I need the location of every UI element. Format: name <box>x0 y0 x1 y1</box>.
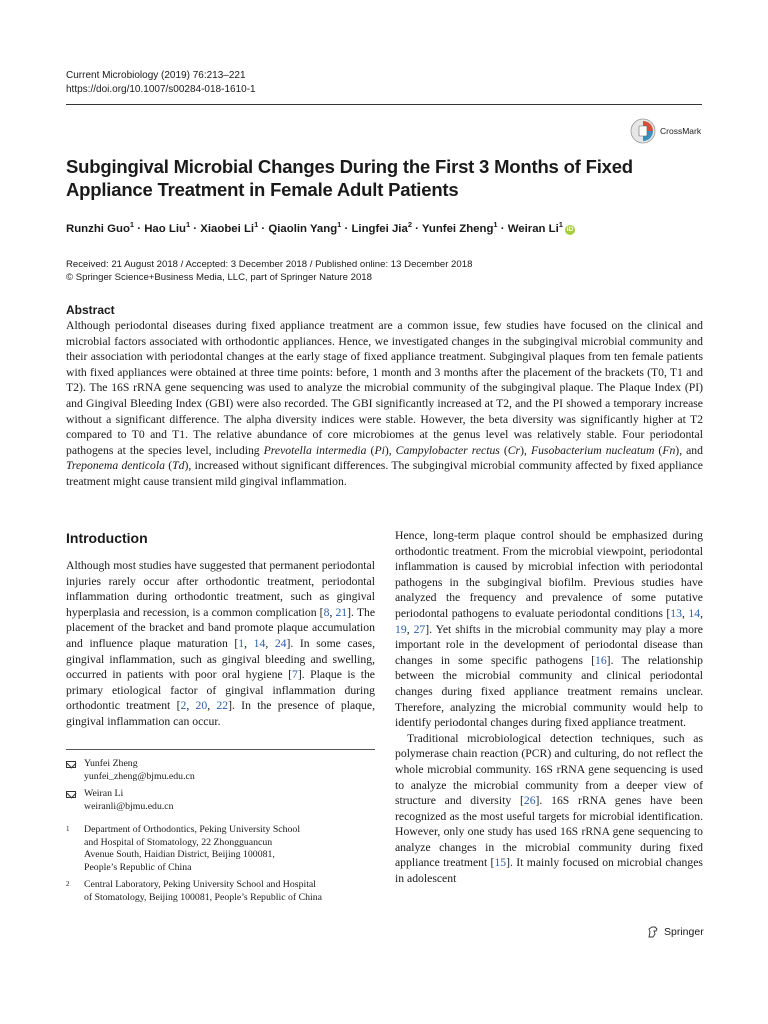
orcid-icon[interactable]: iD <box>566 225 574 233</box>
citation-link[interactable]: 1 <box>238 636 245 650</box>
author-separator: · <box>341 222 352 235</box>
title-line-2: Appliance Treatment in Female Adult Patients <box>66 179 459 200</box>
author-separator: · <box>497 222 508 235</box>
body-column-right <box>395 528 703 887</box>
author-separator: · <box>258 222 269 235</box>
affiliation-line: of Stomatology, Beijing 100081, People’s Republic of China <box>84 891 323 903</box>
citation-link[interactable]: 22 <box>216 699 229 713</box>
author-affil: 1 <box>558 220 563 229</box>
citation-link[interactable]: 27 <box>413 622 426 636</box>
citation-link[interactable]: 7 <box>291 668 298 682</box>
citation-link[interactable]: 8 <box>323 605 330 619</box>
title-line-1: Subgingival Microbial Changes During the First 3 Months of Fixed <box>66 156 633 177</box>
citation-link[interactable]: 14 <box>253 636 266 650</box>
citation-link[interactable]: 13 <box>670 606 682 620</box>
paragraph: Hence, long-term plaque control should be emphasized during orthodontic treatment. From the microbial viewpoint, periodontal inflammation is caused by microbial infection with periodontal pathogens in the subgingival biofilm. Previous studies have analyzed the frequency and prevalence of some putative periodontal pathogens to evaluate periodontal conditions [13, 14, 19, 27]. Yet shifts in the microbial community may play a more important role in the development of periodontal disease than changes in some specific pathogens [16]. The relationship between the microbial community and clinical periodontal changes during fixed appliance treatment remains unclear. Therefore, analyzing the microbial community would help to identify periodontal changes during fixed appliance treatment. <box>395 529 704 730</box>
envelope-icon <box>66 791 76 798</box>
author-list <box>66 220 575 235</box>
citation-link[interactable]: 15 <box>494 856 507 870</box>
copyright: © Springer Science+Business Media, LLC, part of Springer Nature 2018 <box>66 272 372 283</box>
journal-citation: Current Microbiology (2019) 76:213–221 <box>66 70 246 81</box>
author-affil: 1 <box>337 220 342 229</box>
author-affil: 1 <box>185 220 191 229</box>
springer-horse-icon <box>646 925 660 939</box>
citation-link[interactable]: 19 <box>395 622 407 636</box>
affiliation-2 <box>66 879 322 904</box>
author-affil: 1 <box>254 220 259 229</box>
citation-link[interactable]: 20 <box>195 699 208 713</box>
corresponding-author-2 <box>66 788 174 813</box>
citation-link[interactable]: 21 <box>335 605 348 619</box>
citation-link[interactable]: 24 <box>274 636 287 650</box>
doi-link[interactable]: https://doi.org/10.1007/s00284-018-1610-1 <box>66 84 256 95</box>
citation-link[interactable]: 26 <box>523 794 536 808</box>
contact-email[interactable]: weiranli@bjmu.edu.cn <box>84 800 174 812</box>
publisher-name: Springer <box>664 926 704 938</box>
affiliation-line: Central Laboratory, Peking University School and Hospital <box>84 879 316 890</box>
affiliation-line: Avenue South, Haidian District, Beijing 100081, <box>84 849 275 860</box>
body-column-left <box>66 558 375 730</box>
citation-link[interactable]: 14 <box>688 606 701 620</box>
envelope-icon <box>66 761 76 768</box>
author-name[interactable]: Lingfei Jia <box>351 222 408 235</box>
publisher-logo <box>646 925 704 939</box>
abstract-heading: Abstract <box>66 303 115 317</box>
affiliation-line: Department of Orthodontics, Peking University School <box>84 824 301 835</box>
affiliation-line: People’s Republic of China <box>84 861 192 873</box>
crossmark-badge[interactable] <box>630 118 701 144</box>
header-rule <box>66 104 702 105</box>
author-name[interactable]: Hao Liu <box>144 222 186 235</box>
article-title <box>66 155 666 201</box>
contact-name: Yunfei Zheng <box>84 758 138 769</box>
abstract-text: Although periodontal diseases during fixed appliance treatment are a common issue, few studies have focused on the clinical and microbial factors associated with orthodontic appliances. Hence, we investigated changes in the subgingival microbial community and their association with periodontal changes at the early stage of fixed appliance treatment. Subgingival plaques from ten female patients with fixed appliances were obtained at three time points: before, 1 month and 3 months after the placement of the brackets (T0, T1 and T2). The 16S rRNA gene sequencing was used to analyze the microbial community of the subgingival plaque. The Plaque Index (PI) and Gingival Bleeding Index (GBI) were also recorded. The GBI significantly increased at T2, and the PI showed a temporary increase without a significant difference. The alpha diversity indices were stable. However, the beta diversity was significantly higher at T2 compared to T0 and T1. The relative abundance of core microbiomes at the genus level was relatively stable. Four periodontal pathogens at the species level, including Prevotella intermedia (Pi), Campylobacter rectus (Cr), Fusobacterium nucleatum (Fn), and Treponema denticola (Td), increased without significant differences. The subgingival microbial community affected by fixed appliance treatment might cause transient mild gingival inflammation. <box>66 319 703 488</box>
received-accepted-published: Received: 21 August 2018 / Accepted: 3 December 2018 / Published online: 13 December 2018 <box>66 259 473 270</box>
affiliation-1 <box>66 824 300 874</box>
author-name[interactable]: Xiaobei Li <box>200 222 255 235</box>
corresponding-author-1 <box>66 758 195 783</box>
contact-name: Weiran Li <box>84 788 124 799</box>
affiliation-number: 1 <box>66 825 70 833</box>
author-affil: 1 <box>493 220 498 229</box>
author-affil: 2 <box>407 220 412 229</box>
author-separator: · <box>134 222 145 235</box>
crossmark-icon <box>630 118 656 144</box>
footnote-rule <box>66 749 375 750</box>
citation-link[interactable]: 16 <box>594 653 607 667</box>
author-name[interactable]: Yunfei Zheng <box>421 222 494 235</box>
citation-link[interactable]: 2 <box>180 699 187 713</box>
article-dates <box>66 258 472 284</box>
affiliation-number: 2 <box>66 880 70 888</box>
paragraph: Although most studies have suggested that permanent periodontal injuries rarely occur after orthodontic treatment, periodontal inflammation during orthodontic treatment, such as gingival hyperplasia and recession, is a common complication [8, 21]. The placement of the bracket and band promote plaque accumulation and influence plaque maturation [1, 14, 24]. In some cases, gingival inflammation, such as gingival bleeding and swelling, occurred in patients with poor oral hygiene [7]. Plaque is the primary etiological factor of gingival inflammation during orthodontic treatment [2, 20, 22]. In the presence of plaque, gingival inflammation can occur. <box>66 559 376 728</box>
author-name[interactable]: Runzhi Guo <box>66 222 130 235</box>
author-separator: · <box>190 222 201 235</box>
author-name[interactable]: Weiran Li <box>507 222 559 235</box>
affiliation-line: and Hospital of Stomatology, 22 Zhongguancun <box>84 836 273 848</box>
author-affil: 1 <box>129 220 135 229</box>
author-separator: · <box>411 222 422 235</box>
paragraph: Traditional microbiological detection techniques, such as polymerase chain reaction (PCR) and culturing, do not reflect the whole microbial community. 16S rRNA gene sequencing is used to analyze the microbial community from a deeper view of structure and diversity [26]. 16S rRNA genes have been recognized as the most useful targets for microbial identification. However, only one study has used 16S rRNA gene sequencing to analyze changes in the microbial community during fixed appliance treatment [15]. It mainly focused on microbial changes in adolescent <box>395 731 703 886</box>
author-name[interactable]: Qiaolin Yang <box>268 222 338 235</box>
introduction-heading: Introduction <box>66 530 148 546</box>
journal-info <box>66 69 256 97</box>
crossmark-label: CrossMark <box>660 126 702 136</box>
contact-email[interactable]: yunfei_zheng@bjmu.edu.cn <box>84 770 195 782</box>
